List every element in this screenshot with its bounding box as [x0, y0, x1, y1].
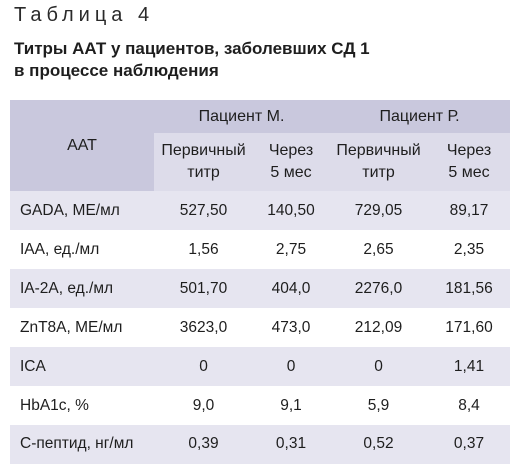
- table-cell: 171,60: [428, 308, 510, 347]
- table-title-line-1: Титры ААТ у пациентов, заболевших СД 1: [14, 39, 370, 58]
- table-row: [10, 230, 510, 269]
- table-cell: 89,17: [428, 191, 510, 230]
- table-row: [10, 425, 510, 464]
- table-cell: 2,75: [253, 230, 329, 269]
- table-cell: 2,65: [329, 230, 428, 269]
- table-row: [10, 308, 510, 347]
- table-cell: 9,1: [253, 386, 329, 425]
- table-cell: 8,4: [428, 386, 510, 425]
- header-sub-line-1: Через: [268, 142, 314, 159]
- table-cell: 1,56: [154, 230, 253, 269]
- header-m-initial-titer: [154, 133, 253, 191]
- table-row: [10, 269, 510, 308]
- table-cell: 0,37: [428, 425, 510, 464]
- table-cell: 181,56: [428, 269, 510, 308]
- table-cell: 140,50: [253, 191, 329, 230]
- row-label: ZnT8A, МЕ/мл: [10, 308, 154, 347]
- table-title: [14, 38, 370, 82]
- table-cell: 501,70: [154, 269, 253, 308]
- table-cell: 404,0: [253, 269, 329, 308]
- header-r-after-5-months: [428, 133, 510, 191]
- table-body: [10, 191, 510, 464]
- table-cell: 473,0: [253, 308, 329, 347]
- header-patient-m: Пациент М.: [154, 100, 329, 133]
- header-m-after-5-months: [253, 133, 329, 191]
- header-aat: ААТ: [10, 100, 154, 191]
- table-row: [10, 386, 510, 425]
- table-cell: 0: [154, 347, 253, 386]
- header-sub-line-1: Через: [446, 142, 492, 159]
- table-cell: 527,50: [154, 191, 253, 230]
- row-label: IA-2A, ед./мл: [10, 269, 154, 308]
- table-cell: 5,9: [329, 386, 428, 425]
- table-cell: 212,09: [329, 308, 428, 347]
- header-sub-line-2: 5 мес: [448, 164, 490, 181]
- table-cell: 0: [329, 347, 428, 386]
- header-sub-line-1: Первичный: [161, 142, 246, 159]
- row-label: ICA: [10, 347, 154, 386]
- header-sub-line-2: 5 мес: [270, 164, 312, 181]
- table-cell: 0,31: [253, 425, 329, 464]
- table-cell: 1,41: [428, 347, 510, 386]
- header-sub-line-2: титр: [187, 164, 220, 181]
- table-title-line-2: в процессе наблюдения: [14, 61, 219, 80]
- table-cell: 9,0: [154, 386, 253, 425]
- table-cell: 2276,0: [329, 269, 428, 308]
- table-cell: 2,35: [428, 230, 510, 269]
- header-patient-r: Пациент Р.: [329, 100, 510, 133]
- table-cell: 0,52: [329, 425, 428, 464]
- header-r-initial-titer: [329, 133, 428, 191]
- table-cell: 0: [253, 347, 329, 386]
- table-cell: 0,39: [154, 425, 253, 464]
- table-row: [10, 191, 510, 230]
- table-header: [10, 100, 510, 191]
- row-label: IAA, ед./мл: [10, 230, 154, 269]
- table-row: [10, 347, 510, 386]
- data-table: [10, 100, 510, 464]
- row-label: GADA, МЕ/мл: [10, 191, 154, 230]
- header-row-patients: [10, 100, 510, 133]
- row-label: С-пептид, нг/мл: [10, 425, 154, 464]
- header-sub-line-2: титр: [362, 164, 395, 181]
- row-label: HbA1c, %: [10, 386, 154, 425]
- table-cell: 3623,0: [154, 308, 253, 347]
- table-caption: Таблица 4: [14, 4, 155, 26]
- table-cell: 729,05: [329, 191, 428, 230]
- header-sub-line-1: Первичный: [336, 142, 421, 159]
